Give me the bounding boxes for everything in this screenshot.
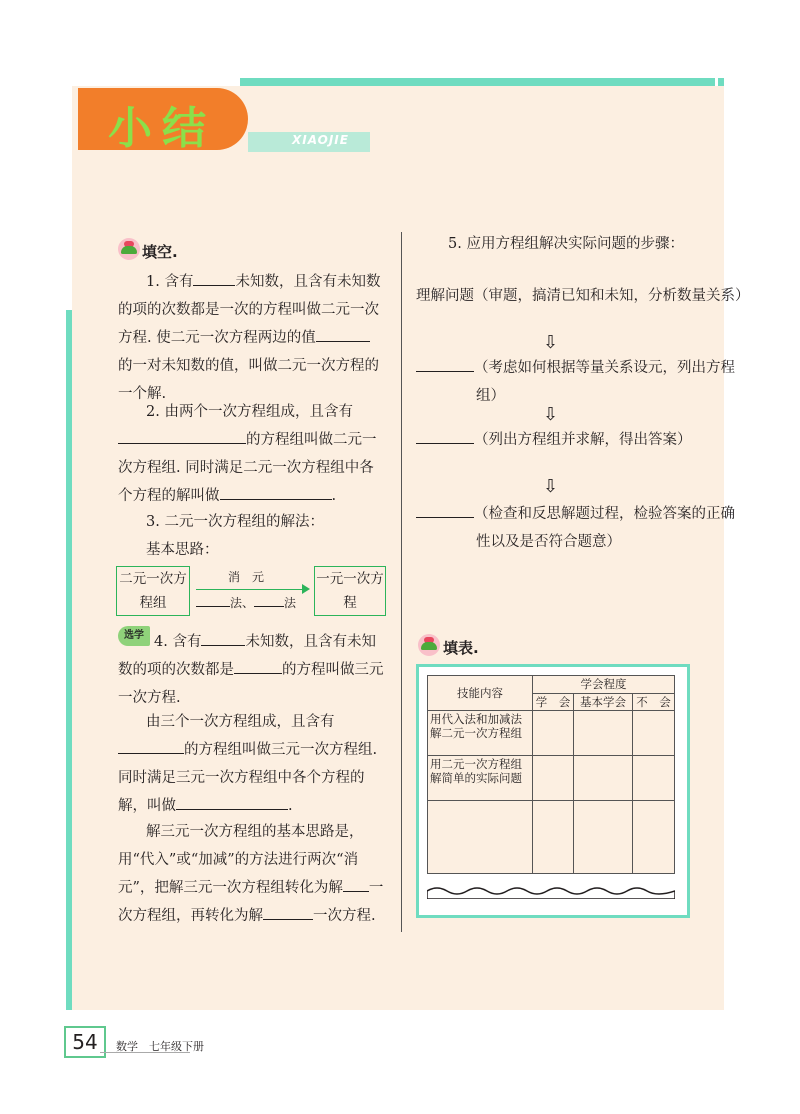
table-row [428, 801, 675, 874]
row-skill-2: 用二元一次方程组解简单的实际问题 [428, 756, 533, 801]
q1-text-b: 未知数，且含有未知数的项的次数都是一次的方程叫做二元一次方程. 使二元一次方程两边的值 [118, 274, 381, 346]
q1-text-c: 的一对未知数的值，叫做二元一次方程的一个解. [118, 358, 379, 402]
question-1 [118, 268, 384, 408]
step-plan-text: （考虑如何根据等量关系设元，列出方程组） [474, 360, 735, 404]
q3-text-b: 基本思路： [146, 542, 219, 558]
flow-method-blank-1[interactable] [196, 594, 230, 607]
q4-text-c: 的方程叫做三元一次方程. [118, 662, 384, 706]
book-title: 数学 七年级下册 [116, 1040, 204, 1053]
q4-text-a: 4. 含有 [154, 634, 202, 650]
cell-input[interactable] [574, 801, 633, 874]
question-3 [146, 508, 386, 564]
flow-box-two-var-label: 二元一次方程组 [119, 571, 187, 611]
q1-text-a: 含有 [164, 274, 194, 290]
cell-input[interactable] [533, 801, 574, 874]
column-divider [401, 232, 402, 932]
skills-table [427, 675, 675, 874]
col-skill-header: 技能内容 [428, 676, 533, 711]
question-4 [118, 628, 384, 712]
flow-methods [196, 594, 296, 611]
torn-edge [427, 885, 675, 899]
flow-arrow-head [302, 584, 310, 594]
q4c-blank-2[interactable] [263, 903, 313, 920]
step-check-blank[interactable] [416, 501, 474, 518]
q4b-text-c: . [288, 798, 293, 814]
step-solve-text: （列出方程组并求解，得出答案） [474, 432, 692, 448]
q2-blank-2[interactable] [220, 483, 332, 500]
q2-text-b: 的方程组叫做二元一次方程组. 同时满足二元一次方程组中各个方程的解叫做 [118, 432, 377, 504]
q2-text-a: 2. 由两个一次方程组成，且含有 [146, 404, 353, 420]
q4b-text-b: 的方程组叫做三元一次方程组. 同时满足三元一次方程组中各个方程的解，叫做 [118, 742, 378, 814]
optional-tag: 选学 [118, 626, 150, 646]
q4-blank-2[interactable] [234, 657, 282, 674]
table-row [428, 756, 675, 801]
q4c-blank-1[interactable] [343, 875, 369, 892]
q1-blank-2[interactable] [316, 325, 370, 342]
sub-col-not: 不 会 [633, 693, 675, 711]
arrow-down-icon: ⇩ [543, 404, 559, 425]
cell-input[interactable] [633, 711, 675, 756]
flow-method-a: 法、 [230, 596, 255, 610]
sub-col-mostly: 基本学会 [574, 693, 633, 711]
row-skill-3[interactable] [428, 801, 533, 874]
step-plan [416, 354, 748, 410]
cell-input[interactable] [574, 756, 633, 801]
step-understand-text: 理解问题（审题，搞清已知和未知，分析数量关系） [416, 288, 750, 304]
fill-blank-icon [118, 238, 140, 260]
flow-arrow [196, 589, 304, 590]
q4b-blank-1[interactable] [118, 737, 184, 754]
cell-input[interactable] [633, 756, 675, 801]
step-solve-blank[interactable] [416, 427, 474, 444]
q2-blank-1[interactable] [118, 427, 246, 444]
q3-text-a: 3. 二元一次方程组的解法： [146, 514, 324, 530]
question-4c [118, 818, 384, 930]
page-subtitle: XIAOJIE [292, 133, 349, 147]
step-plan-blank[interactable] [416, 355, 474, 372]
q1-number: 1. [146, 274, 160, 290]
flow-box-one-var [314, 566, 386, 616]
col-degree-header: 学会程度 [533, 676, 675, 694]
sub-col-learned: 学 会 [533, 693, 574, 711]
flow-method-blank-2[interactable] [254, 594, 284, 607]
arrow-down-icon: ⇩ [543, 332, 559, 353]
step-check-text: （检查和反思解题过程，检验答案的正确性以及是否符合题意） [474, 506, 735, 550]
page-title: 小结 [108, 103, 216, 154]
cell-input[interactable] [574, 711, 633, 756]
frame-top-bar [240, 78, 715, 86]
flow-arrow-label: 消 元 [228, 570, 265, 584]
q4b-blank-2[interactable] [176, 793, 288, 810]
cell-input[interactable] [533, 711, 574, 756]
step-understand [416, 282, 752, 310]
flow-box-two-var [116, 566, 190, 616]
q4-text-b: 未知数，且含有未知数的项的次数都是 [118, 634, 376, 678]
q1-blank-1[interactable] [193, 269, 235, 286]
cell-input[interactable] [533, 756, 574, 801]
skills-table-frame [416, 664, 690, 918]
step-check [416, 500, 748, 556]
question-4b [118, 708, 384, 820]
q4-blank-1[interactable] [201, 629, 245, 646]
table-row [428, 711, 675, 756]
arrow-down-icon: ⇩ [543, 476, 559, 497]
page-number: 54 [64, 1026, 106, 1058]
row-skill-1: 用代入法和加减法解二元一次方程组 [428, 711, 533, 756]
q4b-text-a: 由三个一次方程组成，且含有 [146, 714, 335, 730]
fill-table-icon [418, 634, 440, 656]
q4c-text-a: 解三元一次方程组的基本思路是，用“代入”或“加减”的方法进行两次“消元”，把解三元一次方程组转化为解 [118, 824, 364, 896]
flow-box-one-var-label: 一元一次方程 [316, 571, 384, 611]
step-solve [416, 426, 748, 454]
question-2 [118, 398, 384, 510]
q4c-text-b: 一次方程组，再转化为解 [118, 880, 384, 924]
flow-method-b: 法 [284, 596, 297, 610]
fill-blank-heading: 填空. [142, 243, 178, 261]
fill-table-heading: 填表. [443, 639, 479, 657]
question-5: 5. 应用方程组解决实际问题的步骤： [448, 236, 684, 252]
q4c-text-c: 一次方程. [313, 908, 376, 924]
cell-input[interactable] [633, 801, 675, 874]
q2-text-c: . [331, 488, 337, 504]
